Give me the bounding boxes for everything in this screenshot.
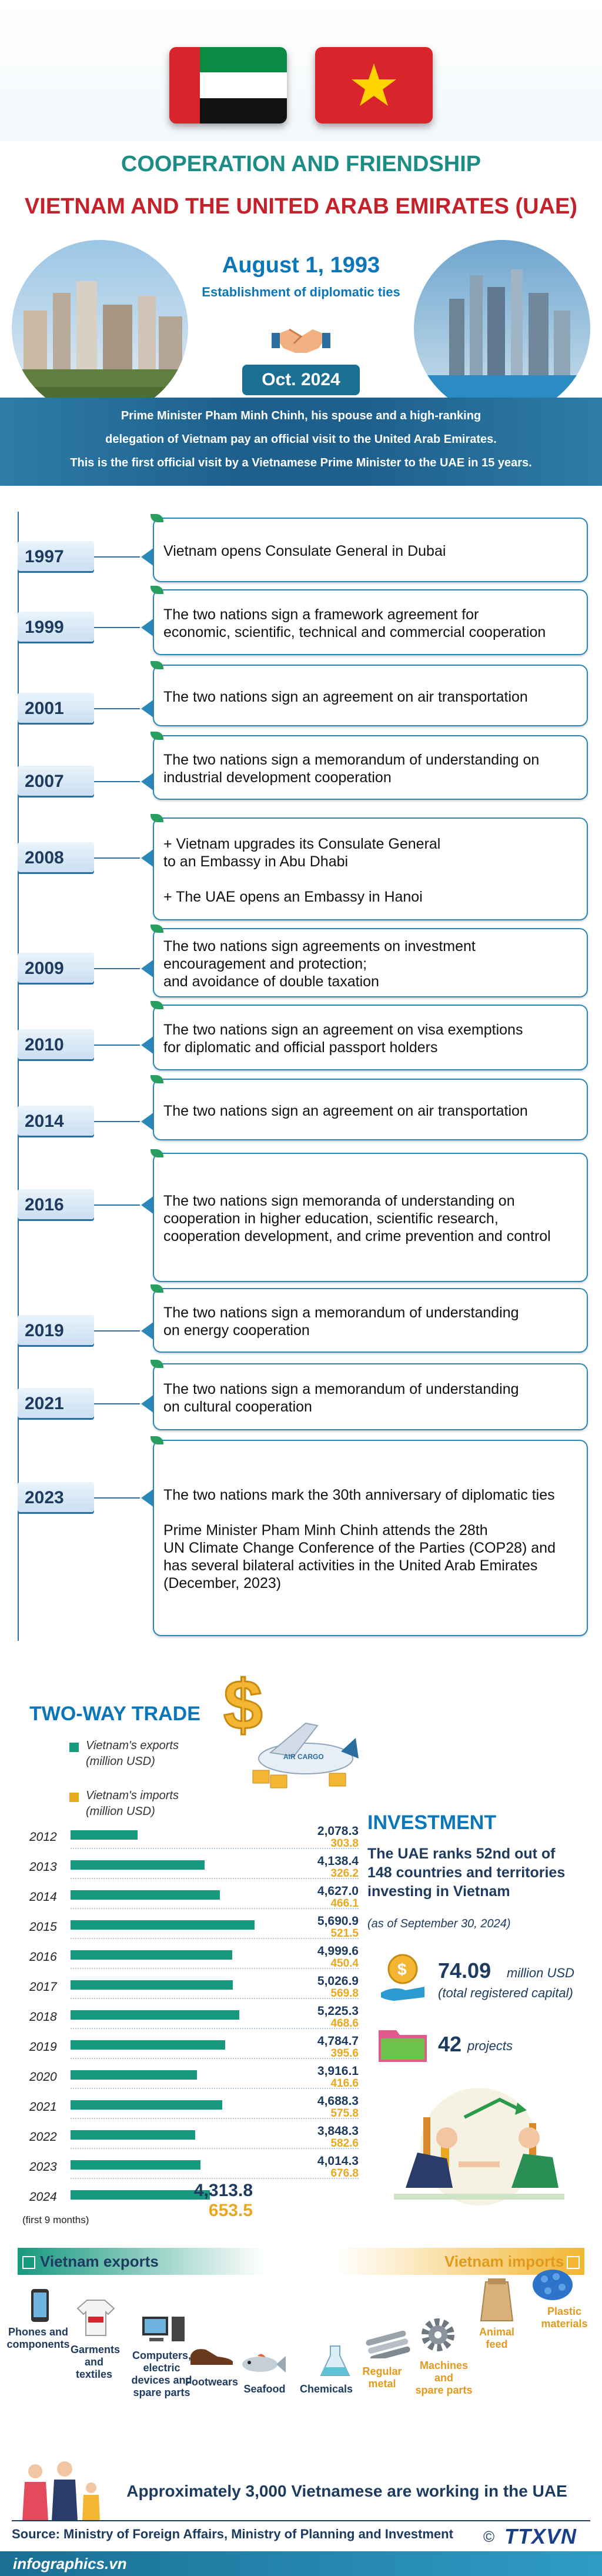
ttxvn-logo: TTXVN — [504, 2524, 577, 2548]
timeline-connector — [94, 627, 140, 628]
uae-flag — [169, 47, 287, 124]
export-product-label: Footwears — [185, 2376, 239, 2388]
timeline-text-line: has several bilateral activities in the United Arab Emirates — [163, 1557, 538, 1574]
trade-row — [29, 1823, 359, 1850]
timeline-year: 2010 — [18, 1029, 94, 1061]
leaf-icon — [150, 1001, 163, 1009]
timeline-year: 2019 — [18, 1315, 94, 1347]
imports-value-label: 303.8 — [330, 1837, 359, 1850]
timeline-connector — [94, 1403, 140, 1404]
exports-bar — [71, 2070, 197, 2080]
exports-bar — [71, 1950, 232, 1960]
legend-imports-l2: (million USD) — [86, 1805, 155, 1818]
trade-year-label: 2021 — [29, 2100, 57, 2114]
visit-banner — [0, 398, 602, 486]
capital-caption: (total registered capital) — [438, 1986, 573, 2000]
timeline-connector — [94, 1121, 140, 1122]
timeline-card-2023 — [153, 1440, 588, 1636]
timeline-pointer — [141, 959, 154, 978]
import-product-label: Regular metal — [362, 2365, 402, 2390]
dollar-plane-illustration — [218, 1664, 359, 1800]
imports-title: Vietnam imports — [444, 2253, 564, 2270]
trade-row — [29, 2181, 359, 2220]
exports-value-label: 3,916.1 — [317, 2064, 359, 2078]
folder-icon — [376, 2023, 429, 2064]
timeline-year: 1997 — [18, 541, 94, 573]
legend-exports-swatch — [69, 1743, 79, 1752]
legend-exports-l1: Vietnam's exports — [86, 1739, 179, 1752]
leaf-icon — [150, 514, 163, 522]
exports-value-label: 2,078.3 — [317, 1824, 359, 1838]
trade-row — [29, 2153, 359, 2180]
exports-bar — [71, 2130, 195, 2140]
timeline-card-2019 — [153, 1288, 588, 1353]
establishment-caption: Establishment of diplomatic ties — [202, 285, 400, 299]
imports-value-label: 326.2 — [330, 1867, 359, 1880]
business-meeting-illustration — [382, 2082, 576, 2211]
timeline-pointer — [141, 1394, 154, 1413]
export-product-label: Phones and components — [6, 2326, 70, 2350]
timeline-card-2021 — [153, 1363, 588, 1430]
imports-value-label: 575.8 — [330, 2107, 359, 2120]
timeline-text-line: The two nations sign an agreement on visa exemptions — [163, 1022, 523, 1038]
timeline-year: 2007 — [18, 766, 94, 798]
timeline-text-line: The two nations sign a memorandum of understanding — [163, 1381, 519, 1397]
timeline-text-line: industrial development cooperation — [163, 769, 392, 786]
timeline-text-line: and avoidance of double taxation — [163, 973, 379, 990]
shirt-icon — [75, 2297, 116, 2338]
exports-bar — [71, 1980, 233, 1990]
exports-square — [22, 2256, 35, 2269]
trade-row — [29, 1943, 359, 1970]
trade-footnote: (first 9 months) — [22, 2214, 89, 2225]
row-divider — [71, 2088, 359, 2089]
investment-rank-l1: The UAE ranks 52nd out of — [367, 1846, 556, 1862]
row-divider — [71, 2118, 359, 2119]
imports-value-label: 569.8 — [330, 1987, 359, 2000]
leaf-icon — [150, 1284, 163, 1293]
air-cargo-label: AIR CARGO — [283, 1753, 324, 1761]
title-line-1: COOPERATION AND FRIENDSHIP — [121, 152, 481, 176]
capital-unit: million USD — [507, 1966, 574, 1980]
timeline-year: 2008 — [18, 842, 94, 874]
trade-year-label: 2023 — [29, 2160, 57, 2174]
import-product-label: Animal feed — [479, 2326, 514, 2350]
timeline-pointer — [141, 772, 154, 791]
copyright-mark: © — [483, 2528, 495, 2545]
timeline-year: 2021 — [18, 1388, 94, 1420]
trade-year-label: 2015 — [29, 1920, 57, 1934]
timeline-connector — [94, 1045, 140, 1046]
timeline-pointer — [141, 1112, 154, 1131]
timeline-text-line: cooperation in higher education, scientific research, — [163, 1210, 499, 1227]
investment-rank-l3: investing in Vietnam — [367, 1883, 510, 1900]
timeline-text-line: The two nations sign a framework agreement for — [163, 606, 479, 623]
exports-value-label: 4,138.4 — [317, 1854, 359, 1868]
exports-value-label: 3,848.3 — [317, 2124, 359, 2138]
timeline-text-line: on energy cooperation — [163, 1322, 310, 1339]
exports-bar — [71, 1920, 255, 1930]
projects-unit: projects — [467, 2038, 513, 2053]
trade-year-label: 2024 — [29, 2190, 57, 2204]
timeline-year: 1999 — [18, 612, 94, 643]
import-product-label: Plastic materials — [541, 2305, 588, 2330]
handshake-icon — [272, 318, 330, 359]
row-divider — [71, 1878, 359, 1879]
trade-chart — [0, 1823, 364, 2235]
timeline-card-1999 — [153, 589, 588, 655]
trade-row — [29, 1883, 359, 1910]
timeline-pointer — [141, 849, 154, 867]
trade-row — [29, 2033, 359, 2060]
timeline-text-line: cooperation development, and crime prevention and control — [163, 1228, 551, 1244]
row-divider — [71, 2058, 359, 2059]
metal-pipes-icon — [364, 2329, 412, 2358]
row-divider — [71, 2178, 359, 2179]
exports-bar — [71, 2100, 222, 2110]
trade-year-label: 2022 — [29, 2130, 57, 2144]
trade-year-label: 2014 — [29, 1890, 57, 1904]
timeline-text-line: The two nations sign an agreement on air transportation — [163, 1103, 528, 1119]
vietnam-flag — [315, 47, 433, 124]
fish-icon — [240, 2353, 287, 2376]
trade-year-label: 2018 — [29, 2010, 57, 2024]
svg-text:$: $ — [223, 1666, 263, 1744]
investment-title: INVESTMENT — [367, 1811, 497, 1834]
timeline-text-line: + Vietnam upgrades its Consulate General — [163, 836, 441, 852]
timeline-card-2007 — [153, 735, 588, 800]
source-line: Source: Ministry of Foreign Affairs, Ministry of Planning and Investment — [12, 2527, 453, 2541]
svg-text:$: $ — [397, 1960, 407, 1978]
legend-imports-swatch — [69, 1793, 79, 1802]
projects-value: 42 — [438, 2032, 462, 2056]
leaf-icon — [150, 814, 163, 822]
timeline-card-2008 — [153, 817, 588, 920]
timeline-year: 2023 — [18, 1482, 94, 1514]
timeline-text-line: Prime Minister Pham Minh Chinh attends the 28th — [163, 1522, 488, 1539]
gear-icon — [417, 2314, 459, 2355]
export-product-label: Seafood — [243, 2383, 286, 2395]
timeline-pointer — [141, 1196, 154, 1214]
workers-statement: Approximately 3,000 Vietnamese are working in the UAE — [126, 2482, 567, 2500]
timeline-year: 2001 — [18, 693, 94, 725]
row-divider — [71, 1848, 359, 1849]
trade-row — [29, 1913, 359, 1940]
timeline-pointer — [141, 1489, 154, 1507]
capital-value: 74.09 — [438, 1958, 491, 1983]
phone-icon — [26, 2288, 56, 2323]
timeline-connector — [94, 1204, 140, 1206]
timeline-card-2010 — [153, 1005, 588, 1070]
timeline-pointer — [141, 699, 154, 718]
row-divider — [71, 1938, 359, 1939]
trade-row — [29, 2063, 359, 2090]
exports-bar — [71, 1830, 138, 1840]
trade-row — [29, 1973, 359, 2000]
exports-bar — [71, 2190, 210, 2200]
export-product-label: Chemicals — [299, 2383, 353, 2395]
plastic-pellets-icon — [529, 2261, 576, 2303]
timeline-text-line: The two nations sign an agreement on air transportation — [163, 689, 528, 705]
timeline-text-line: for diplomatic and official passport holders — [163, 1039, 438, 1056]
worker-family-illustration — [12, 2458, 106, 2523]
exports-value-label: 4,014.3 — [317, 2154, 359, 2168]
timeline-pointer — [141, 548, 154, 566]
row-divider — [71, 2028, 359, 2029]
timeline-pointer — [141, 618, 154, 637]
chemical-flask-icon — [317, 2344, 353, 2379]
title-line-2: VIETNAM AND THE UNITED ARAB EMIRATES (UAE) — [24, 194, 578, 219]
trade-row — [29, 2093, 359, 2120]
timeline-text-line: (December, 2023) — [163, 1575, 282, 1591]
leaf-icon — [150, 586, 163, 594]
exports-title: Vietnam exports — [40, 2253, 159, 2270]
timeline-text-line: + The UAE opens an Embassy in Hanoi — [163, 889, 423, 905]
timeline-connector — [94, 781, 140, 782]
imports-value-label: 395.6 — [330, 2047, 359, 2060]
feed-sack-icon — [476, 2276, 517, 2323]
site-name: infographics.vn — [13, 2555, 127, 2572]
trade-year-label: 2020 — [29, 2070, 57, 2084]
timeline-connector — [94, 857, 140, 859]
leaf-icon — [150, 661, 163, 669]
timeline-text-line: The two nations sign agreements on investment — [163, 938, 476, 955]
leaf-icon — [150, 1436, 163, 1444]
money-hand-icon — [376, 1951, 429, 2004]
timeline-text-line: The two nations mark the 30th anniversary of diplomatic ties — [163, 1487, 555, 1503]
trade-year-label: 2019 — [29, 2040, 57, 2054]
visit-line-3: This is the first official visit by a Vietnamese Prime Minister to the UAE in 15 years. — [70, 456, 532, 469]
export-product-label: Garments and textiles — [71, 2344, 121, 2380]
legend-imports-l1: Vietnam's imports — [86, 1789, 179, 1802]
imports-value-label: 468.6 — [330, 2017, 359, 2030]
investment-rank-l2: 148 countries and territories — [367, 1864, 566, 1881]
timeline-card-2009 — [153, 928, 588, 997]
timeline-pointer — [141, 1036, 154, 1055]
footer-divider — [12, 2520, 590, 2521]
timeline-card-2016 — [153, 1153, 588, 1282]
timeline-text-line: The two nations sign a memorandum of understanding on — [163, 752, 540, 768]
exports-bar — [71, 1860, 205, 1870]
computer-icon — [140, 2314, 187, 2344]
visit-date-badge: Oct. 2024 — [242, 365, 360, 395]
trade-year-label: 2016 — [29, 1950, 57, 1964]
timeline-connector — [94, 708, 140, 709]
timeline-connector — [94, 556, 140, 558]
exports-value-label: 4,688.3 — [317, 2094, 359, 2108]
trade-title: TWO-WAY TRADE — [29, 1703, 200, 1725]
establishment-date: August 1, 1993 — [222, 253, 380, 278]
import-product-label: Machines and spare parts — [415, 2360, 473, 2396]
imports-value-label: 521.5 — [330, 1927, 359, 1940]
exports-bar — [71, 2160, 200, 2170]
exports-value-label: 4,784.7 — [317, 2034, 359, 2048]
imports-value-label: 416.6 — [330, 2077, 359, 2090]
legend-exports-l2: (million USD) — [86, 1755, 155, 1768]
leaf-icon — [150, 925, 163, 933]
leaf-icon — [150, 1149, 163, 1157]
leaf-icon — [150, 1360, 163, 1368]
exports-value-label: 5,690.9 — [317, 1914, 359, 1928]
imports-value-label: 582.6 — [330, 2137, 359, 2150]
timeline-card-1997 — [153, 518, 588, 582]
imports-value-label: 676.8 — [330, 2167, 359, 2180]
trade-year-label: 2013 — [29, 1860, 57, 1874]
trade-year-label: 2012 — [29, 1830, 57, 1844]
timeline-text-line: on cultural cooperation — [163, 1399, 312, 1415]
timeline-connector — [94, 1330, 140, 1332]
imports-value-label: 653.5 — [208, 2201, 253, 2220]
exports-value-label: 4,313.8 — [193, 2181, 253, 2200]
timeline-text-line: Vietnam opens Consulate General in Dubai — [163, 543, 446, 559]
timeline-text-line: The two nations sign a memorandum of understanding — [163, 1304, 519, 1321]
visit-line-2: delegation of Vietnam pay an official visit to the United Arab Emirates. — [105, 433, 497, 446]
trade-row — [29, 1853, 359, 1880]
timeline-year: 2016 — [18, 1189, 94, 1221]
header-background — [0, 0, 602, 141]
timeline-pointer — [141, 1322, 154, 1340]
row-divider — [71, 2148, 359, 2149]
timeline-text-line: UN Climate Change Conference of the Parties (COP28) and — [163, 1540, 556, 1556]
trade-row — [29, 2123, 359, 2150]
exports-value-label: 5,026.9 — [317, 1974, 359, 1988]
leaf-icon — [150, 732, 163, 740]
visit-line-1: Prime Minister Pham Minh Chinh, his spouse and a high-ranking — [121, 409, 481, 422]
timeline-text-line: The two nations sign memoranda of understanding on — [163, 1193, 515, 1209]
row-divider — [71, 1998, 359, 1999]
timeline-text-line: to an Embassy in Abu Dhabi — [163, 853, 349, 870]
trade-row — [29, 2003, 359, 2030]
leaf-icon — [150, 1075, 163, 1083]
timeline-year: 2014 — [18, 1106, 94, 1137]
exports-value-label: 4,627.0 — [317, 1884, 359, 1898]
timeline-connector — [94, 968, 140, 969]
timeline-text-line: economic, scientific, technical and commercial cooperation — [163, 624, 546, 640]
exports-bar — [71, 2040, 225, 2050]
exports-value-label: 4,999.6 — [317, 1944, 359, 1958]
timeline-axis — [18, 512, 19, 1641]
timeline-card-2001 — [153, 665, 588, 726]
timeline-text-line: encouragement and protection; — [163, 956, 367, 972]
exports-bar — [71, 2010, 239, 2020]
row-divider — [71, 1968, 359, 1969]
exports-bar — [71, 1890, 220, 1900]
export-product-label: Computers, electric devices and spare parts — [131, 2350, 192, 2398]
exports-value-label: 5,225.3 — [317, 2004, 359, 2018]
imports-value-label: 450.4 — [330, 1957, 359, 1970]
trade-year-label: 2017 — [29, 1980, 57, 1994]
timeline-connector — [94, 1497, 140, 1499]
imports-value-label: 466.1 — [330, 1897, 359, 1910]
timeline-card-2014 — [153, 1079, 588, 1140]
investment-as-of: (as of September 30, 2024) — [367, 1917, 511, 1930]
row-divider — [71, 1908, 359, 1909]
timeline-year: 2009 — [18, 953, 94, 985]
